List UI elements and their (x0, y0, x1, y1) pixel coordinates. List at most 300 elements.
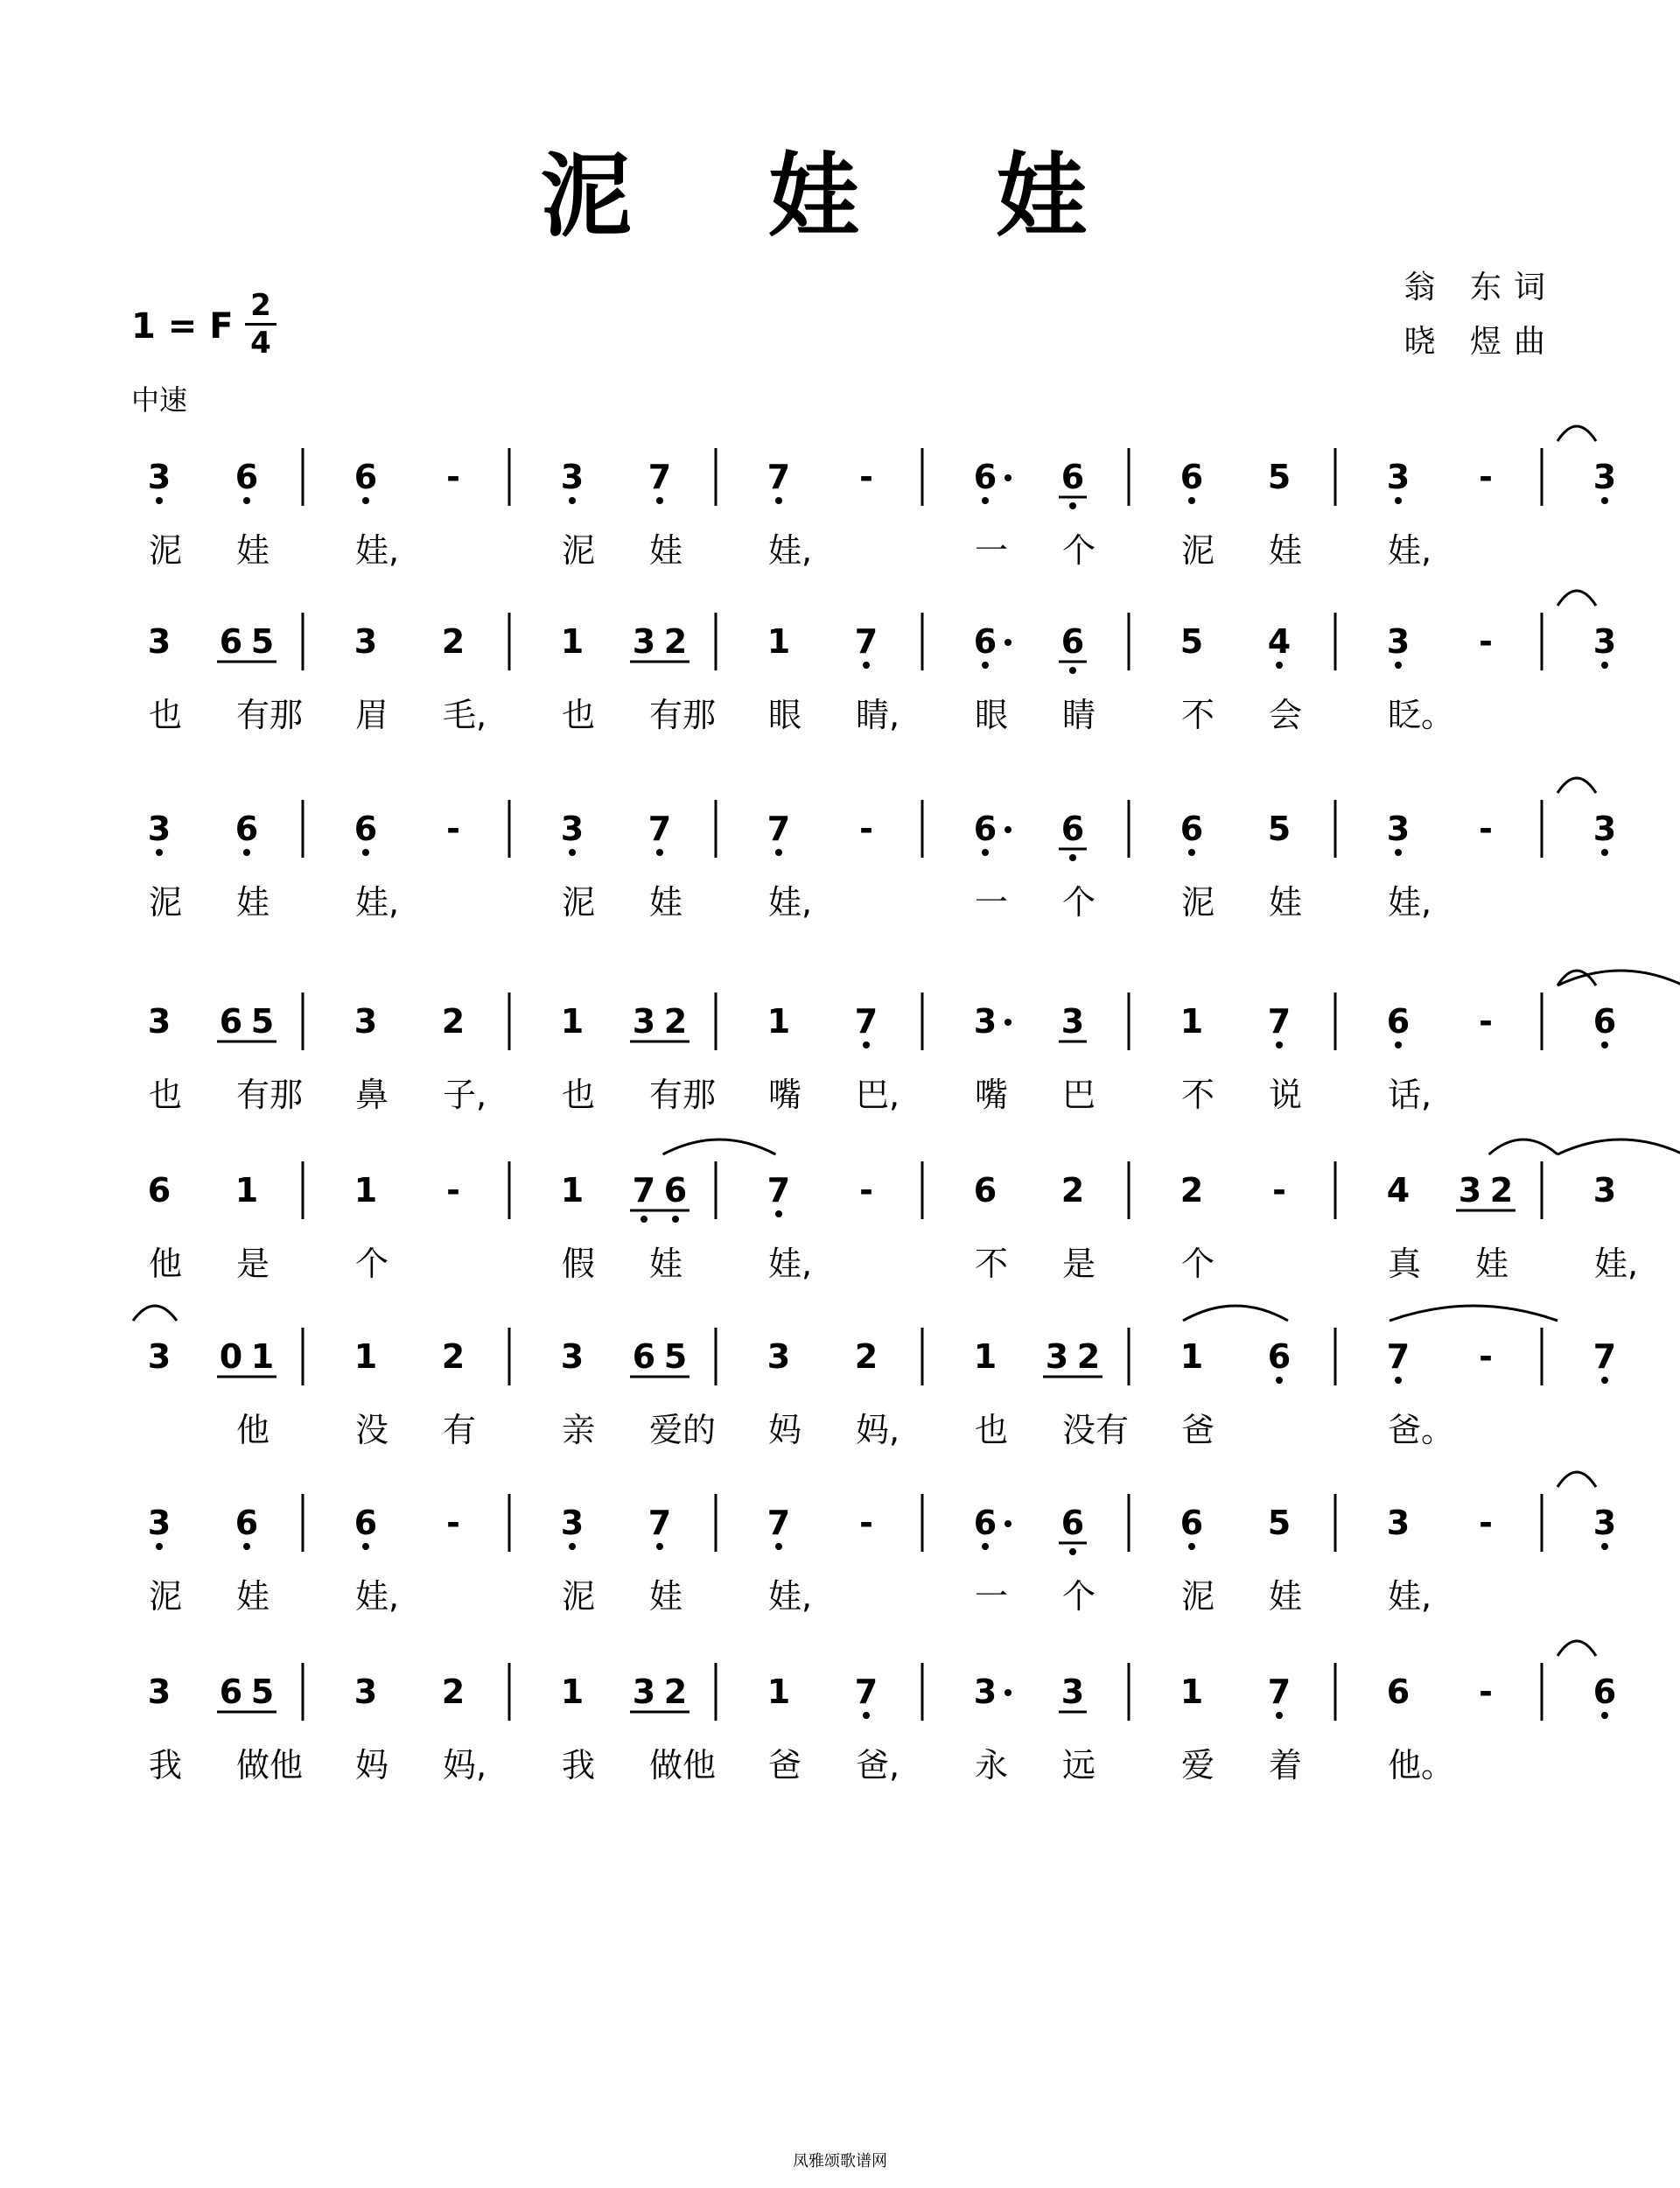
lyric-text: 妈, (443, 1746, 487, 1785)
tie-slur (1558, 1140, 1680, 1154)
lyric-text: 有 (443, 1411, 477, 1449)
low-octave-dot (156, 849, 163, 856)
low-octave-dot (1601, 1041, 1608, 1048)
note-digit: 3 (1592, 1504, 1617, 1542)
note-digit: 7 (766, 1171, 791, 1210)
note-digit: 6 (219, 1002, 243, 1041)
lyric-text: 娃, (355, 883, 400, 922)
lyric-text: 会 (1269, 696, 1303, 734)
lyric-text: 他 (236, 1411, 270, 1449)
lyric-text: 个 (1062, 1577, 1096, 1616)
note-digit: 3 (354, 622, 378, 661)
note-digit: 2 (1060, 1171, 1085, 1210)
lyric-text: 也 (149, 1076, 183, 1114)
lyric-text: 个 (1181, 1245, 1215, 1283)
low-octave-dot (243, 497, 250, 504)
note-digit: 6 (354, 458, 378, 496)
lyric-text: 娃 (649, 1577, 683, 1616)
augmentation-dot (1004, 1019, 1012, 1026)
tie-slur (1183, 1306, 1288, 1321)
note-digit: 7 (648, 810, 672, 848)
note-digit: 6 (1060, 458, 1085, 496)
lyric-text: 做他 (236, 1746, 304, 1785)
lyric-text: 着 (1269, 1746, 1303, 1785)
note-digit: 6 (973, 1171, 998, 1210)
lyric-text: 假 (562, 1245, 596, 1283)
note-digit: 7 (1267, 1002, 1292, 1041)
low-octave-dot (775, 1210, 782, 1217)
lyric-text: 没有 (1062, 1411, 1130, 1449)
note-digit: 6 (354, 810, 378, 848)
time-signature-top: 2 (250, 288, 271, 323)
note-digit: 2 (1076, 1337, 1101, 1376)
low-octave-dot (569, 1543, 576, 1550)
note-digit: 3 (354, 1673, 378, 1711)
lyric-text: 妈 (768, 1411, 802, 1449)
note-digit: 7 (766, 458, 791, 496)
tie-slur (133, 1306, 177, 1321)
low-octave-dot (656, 497, 663, 504)
low-octave-dot (156, 497, 163, 504)
low-octave-dot (362, 497, 369, 504)
note-digit: 3 (1592, 458, 1617, 496)
note-digit: 3 (766, 1337, 791, 1376)
note-digit: 3 (147, 622, 172, 661)
augmentation-dot (1004, 1689, 1012, 1696)
lyric-text: 泥 (1181, 531, 1215, 570)
lyric-text: 也 (975, 1411, 1009, 1449)
lyric-text: 睛 (1062, 696, 1096, 734)
lyric-text: 有那 (649, 1076, 717, 1114)
dash-extension: - (446, 810, 460, 848)
lyric-text: 子, (443, 1076, 487, 1114)
lyric-text: 泥 (149, 883, 183, 922)
augmentation-dot (1004, 1520, 1012, 1527)
lyric-text: 泥 (562, 1577, 596, 1616)
lyric-text: 泥 (149, 1577, 183, 1616)
dash-extension: - (1479, 1673, 1493, 1711)
note-digit: 1 (354, 1337, 378, 1376)
lyric-text: 话, (1388, 1076, 1432, 1114)
lyric-text: 有那 (236, 1076, 304, 1114)
lyric-text: 没 (355, 1411, 389, 1449)
low-octave-dot (982, 662, 989, 669)
lyric-text: 娃 (236, 1577, 270, 1616)
low-octave-dot (1188, 497, 1195, 504)
note-digit: 3 (560, 458, 584, 496)
lyric-text: 娃 (649, 1245, 683, 1283)
note-digit: 6 (234, 810, 259, 848)
lyric-text: 永 (975, 1746, 1009, 1785)
low-octave-dot (569, 497, 576, 504)
lyric-text: 一 (975, 531, 1009, 570)
note-digit: 1 (560, 1171, 584, 1210)
note-digit: 3 (973, 1002, 998, 1041)
lyric-text: 眉 (355, 696, 389, 734)
lyric-text: 娃, (355, 1577, 400, 1616)
note-digit: 1 (560, 622, 584, 661)
note-digit: 7 (854, 622, 878, 661)
note-digit: 2 (441, 1337, 466, 1376)
lyric-text: 不 (1181, 1076, 1215, 1114)
note-digit: 6 (1592, 1673, 1617, 1711)
low-octave-dot (640, 1216, 648, 1223)
lyric-text: 娃, (1388, 531, 1432, 570)
lyric-text: 是 (1062, 1245, 1096, 1283)
low-octave-dot (362, 1543, 369, 1550)
note-digit: 1 (560, 1002, 584, 1041)
note-digit: 1 (766, 1673, 791, 1711)
lyric-text: 眼 (768, 696, 802, 734)
low-octave-dot (863, 662, 870, 669)
note-digit: 2 (663, 1673, 688, 1711)
dash-extension: - (859, 458, 873, 496)
low-octave-dot (1395, 849, 1402, 856)
time-signature-bottom: 4 (250, 326, 271, 361)
note-digit: 3 (632, 1673, 656, 1711)
lyric-text: 有那 (236, 696, 304, 734)
low-octave-dot (156, 1543, 163, 1550)
note-digit: 6 (973, 1504, 998, 1542)
note-digit: 3 (1060, 1673, 1085, 1711)
note-digit: 5 (250, 1002, 275, 1041)
note-digit: 6 (1592, 1002, 1617, 1041)
note-digit: 3 (560, 1337, 584, 1376)
note-digit: 6 (354, 1504, 378, 1542)
note-digit: 3 (1458, 1171, 1482, 1210)
note-digit: 6 (1060, 622, 1085, 661)
lyric-text: 爱的 (649, 1411, 717, 1449)
augmentation-dot (1004, 639, 1012, 646)
lyric-text: 他 (149, 1245, 183, 1283)
lyric-text: 爸。 (1388, 1411, 1455, 1449)
note-digit: 1 (1180, 1673, 1204, 1711)
low-octave-dot (1276, 662, 1283, 669)
lyric-text: 我 (562, 1746, 596, 1785)
note-digit: 3 (560, 1504, 584, 1542)
lyric-text: 嘴 (975, 1076, 1009, 1114)
low-octave-dot (672, 1216, 679, 1223)
lyric-text: 是 (236, 1245, 270, 1283)
note-digit: 6 (1180, 458, 1204, 496)
note-digit: 6 (632, 1337, 656, 1376)
note-digit: 2 (663, 622, 688, 661)
note-digit: 2 (441, 1002, 466, 1041)
lyric-text: 也 (149, 696, 183, 734)
note-digit: 3 (147, 810, 172, 848)
lyric-text: 泥 (149, 531, 183, 570)
low-octave-dot (775, 497, 782, 504)
lyric-text: 做他 (649, 1746, 717, 1785)
low-octave-dot (1188, 849, 1195, 856)
lyric-text: 娃 (1475, 1245, 1509, 1283)
lyric-text: 娃, (768, 1577, 813, 1616)
lyric-text: 妈 (355, 1746, 389, 1785)
note-digit: 5 (1180, 622, 1204, 661)
lyric-text: 娃 (236, 531, 270, 570)
low-octave-dot (1276, 1712, 1283, 1719)
dash-extension: - (1479, 1002, 1493, 1041)
note-digit: 3 (354, 1002, 378, 1041)
note-digit: 5 (1267, 458, 1292, 496)
low-octave-dot (569, 849, 576, 856)
tie-slur (1558, 591, 1596, 606)
dash-extension: - (446, 458, 460, 496)
tie-slur (1489, 1140, 1558, 1154)
low-octave-dot (243, 1543, 250, 1550)
lyric-text: 亲 (562, 1411, 596, 1449)
dash-extension: - (1479, 810, 1493, 848)
lyric-text: 娃, (768, 1245, 813, 1283)
dash-extension: - (859, 810, 873, 848)
note-digit: 1 (354, 1171, 378, 1210)
lyric-text: 巴 (1062, 1076, 1096, 1114)
lyric-text: 我 (149, 1746, 183, 1785)
lyric-text: 娃, (355, 531, 400, 570)
note-digit: 5 (250, 622, 275, 661)
note-digit: 6 (973, 458, 998, 496)
note-digit: 3 (632, 1002, 656, 1041)
lyric-text: 娃, (768, 531, 813, 570)
note-digit: 1 (766, 1002, 791, 1041)
lyric-text: 妈, (856, 1411, 900, 1449)
note-digit: 3 (560, 810, 584, 848)
lyric-text: 娃 (1269, 883, 1303, 922)
low-octave-dot (1276, 1377, 1283, 1384)
lyric-text: 真 (1388, 1245, 1422, 1283)
note-digit: 5 (1267, 1504, 1292, 1542)
lyric-text: 娃, (768, 883, 813, 922)
lyric-text: 娃 (236, 883, 270, 922)
note-digit: 3 (1386, 622, 1410, 661)
note-digit: 3 (973, 1673, 998, 1711)
note-digit: 6 (234, 458, 259, 496)
lyric-text: 泥 (562, 883, 596, 922)
low-octave-dot (863, 1041, 870, 1048)
dash-extension: - (1479, 1337, 1493, 1376)
note-digit: 3 (147, 1673, 172, 1711)
note-digit: 1 (973, 1337, 998, 1376)
low-octave-dot (656, 1543, 663, 1550)
lyric-text: 巴, (856, 1076, 900, 1114)
note-digit: 6 (663, 1171, 688, 1210)
lyric-text: 远 (1062, 1746, 1096, 1785)
lyric-text: 说 (1269, 1076, 1303, 1114)
lyric-text: 也 (562, 696, 596, 734)
note-digit: 3 (1592, 622, 1617, 661)
lyric-text: 鼻 (355, 1076, 389, 1114)
lyric-text: 不 (1181, 696, 1215, 734)
note-digit: 7 (766, 810, 791, 848)
low-octave-dot (1395, 1377, 1402, 1384)
dash-extension: - (446, 1504, 460, 1542)
note-digit: 7 (1592, 1337, 1617, 1376)
lyric-text: 有那 (649, 696, 717, 734)
dash-extension: - (1479, 458, 1493, 496)
low-octave-dot (1188, 1543, 1195, 1550)
lyric-text: 爸 (1181, 1411, 1215, 1449)
note-digit: 6 (234, 1504, 259, 1542)
dash-extension: - (859, 1171, 873, 1210)
note-digit: 6 (1386, 1002, 1410, 1041)
lyric-text: 爸 (768, 1746, 802, 1785)
lyric-text: 个 (1062, 531, 1096, 570)
tie-slur (1558, 778, 1596, 793)
lyric-text: 睛, (856, 696, 900, 734)
tie-slur (1390, 1306, 1558, 1321)
note-digit: 5 (663, 1337, 688, 1376)
lyric-text: 毛, (443, 696, 487, 734)
low-octave-dot (1601, 1543, 1608, 1550)
note-digit: 6 (219, 622, 243, 661)
low-octave-dot (1069, 854, 1076, 861)
low-octave-dot (1601, 662, 1608, 669)
composer-credit: 晓 煜曲 (1404, 324, 1558, 360)
low-octave-dot (1395, 1041, 1402, 1048)
lyric-text: 爸, (856, 1746, 900, 1785)
note-digit: 3 (1592, 1171, 1617, 1210)
dash-extension: - (859, 1504, 873, 1542)
note-digit: 1 (1180, 1337, 1204, 1376)
lyric-text: 娃, (1388, 883, 1432, 922)
note-digit: 3 (1386, 1504, 1410, 1542)
dash-extension: - (1272, 1171, 1286, 1210)
lyric-text: 也 (562, 1076, 596, 1114)
note-digit: 0 (219, 1337, 243, 1376)
note-digit: 7 (854, 1002, 878, 1041)
low-octave-dot (1601, 497, 1608, 504)
footer-watermark: 凤雅颂歌谱网 (793, 2152, 887, 2170)
low-octave-dot (1601, 1377, 1608, 1384)
tie-slur (1558, 1641, 1596, 1656)
lyric-text: 嘴 (768, 1076, 802, 1114)
lyric-text: 娃 (649, 531, 683, 570)
note-digit: 3 (147, 458, 172, 496)
note-digit: 7 (854, 1673, 878, 1711)
lyric-text: 个 (1062, 883, 1096, 922)
low-octave-dot (243, 849, 250, 856)
augmentation-dot (1004, 826, 1012, 833)
dash-extension: - (1479, 1504, 1493, 1542)
low-octave-dot (982, 1543, 989, 1550)
lyric-text: 泥 (1181, 883, 1215, 922)
low-octave-dot (1069, 502, 1076, 509)
note-digit: 1 (250, 1337, 275, 1376)
note-digit: 7 (632, 1171, 656, 1210)
note-digit: 1 (1180, 1002, 1204, 1041)
note-digit: 7 (766, 1504, 791, 1542)
note-digit: 2 (854, 1337, 878, 1376)
note-digit: 3 (147, 1337, 172, 1376)
low-octave-dot (1601, 1712, 1608, 1719)
lyric-text: 娃, (1388, 1577, 1432, 1616)
note-digit: 3 (632, 622, 656, 661)
low-octave-dot (982, 849, 989, 856)
note-digit: 2 (441, 622, 466, 661)
low-octave-dot (656, 849, 663, 856)
lyricist-credit: 翁 东词 (1404, 270, 1558, 305)
low-octave-dot (775, 1543, 782, 1550)
low-octave-dot (1601, 849, 1608, 856)
low-octave-dot (1069, 667, 1076, 674)
note-digit: 7 (1267, 1673, 1292, 1711)
augmentation-dot (1004, 474, 1012, 481)
tie-slur (1558, 426, 1596, 441)
note-digit: 4 (1386, 1171, 1410, 1210)
low-octave-dot (1069, 1548, 1076, 1555)
lyric-text: 娃 (1269, 531, 1303, 570)
note-digit: 6 (1267, 1337, 1292, 1376)
tie-slur (1558, 971, 1680, 985)
low-octave-dot (775, 849, 782, 856)
note-digit: 1 (560, 1673, 584, 1711)
tie-slur (1558, 1472, 1596, 1487)
lyric-text: 一 (975, 1577, 1009, 1616)
note-digit: 6 (973, 622, 998, 661)
note-digit: 7 (648, 1504, 672, 1542)
note-digit: 6 (1180, 810, 1204, 848)
low-octave-dot (1395, 662, 1402, 669)
note-digit: 7 (1386, 1337, 1410, 1376)
lyric-text: 爱 (1181, 1746, 1215, 1785)
lyric-text: 泥 (562, 531, 596, 570)
lyric-text: 娃 (649, 883, 683, 922)
note-digit: 6 (1386, 1673, 1410, 1711)
lyric-text: 一 (975, 883, 1009, 922)
note-digit: 3 (1386, 810, 1410, 848)
note-digit: 3 (1045, 1337, 1069, 1376)
note-digit: 5 (250, 1673, 275, 1711)
lyric-text: 眼 (975, 696, 1009, 734)
note-digit: 3 (1592, 810, 1617, 848)
lyric-text: 眨。 (1388, 696, 1455, 734)
note-digit: 5 (1267, 810, 1292, 848)
dash-extension: - (446, 1171, 460, 1210)
note-digit: 7 (648, 458, 672, 496)
note-digit: 3 (1060, 1002, 1085, 1041)
note-digit: 3 (147, 1002, 172, 1041)
note-digit: 3 (147, 1504, 172, 1542)
low-octave-dot (362, 849, 369, 856)
lyric-text: 他。 (1388, 1746, 1455, 1785)
note-digit: 6 (1060, 810, 1085, 848)
note-digit: 6 (1060, 1504, 1085, 1542)
note-digit: 2 (663, 1002, 688, 1041)
low-octave-dot (1395, 497, 1402, 504)
note-digit: 2 (1489, 1171, 1514, 1210)
note-digit: 4 (1267, 622, 1292, 661)
low-octave-dot (863, 1712, 870, 1719)
tie-slur (663, 1140, 776, 1154)
note-digit: 6 (219, 1673, 243, 1711)
song-title: 泥 娃 娃 (540, 143, 1140, 249)
note-digit: 2 (441, 1673, 466, 1711)
note-digit: 6 (1180, 1504, 1204, 1542)
note-digit: 3 (1386, 458, 1410, 496)
low-octave-dot (1276, 1041, 1283, 1048)
lyric-text: 娃 (1269, 1577, 1303, 1616)
tempo-marking: 中速 (131, 383, 188, 417)
lyric-text: 不 (975, 1245, 1009, 1283)
note-digit: 1 (234, 1171, 259, 1210)
note-digit: 6 (147, 1171, 172, 1210)
lyric-text: 个 (355, 1245, 389, 1283)
lyric-text: 娃, (1594, 1245, 1639, 1283)
key-signature: 1 = F (131, 306, 234, 347)
note-digit: 2 (1180, 1171, 1204, 1210)
note-digit: 1 (766, 622, 791, 661)
low-octave-dot (982, 497, 989, 504)
